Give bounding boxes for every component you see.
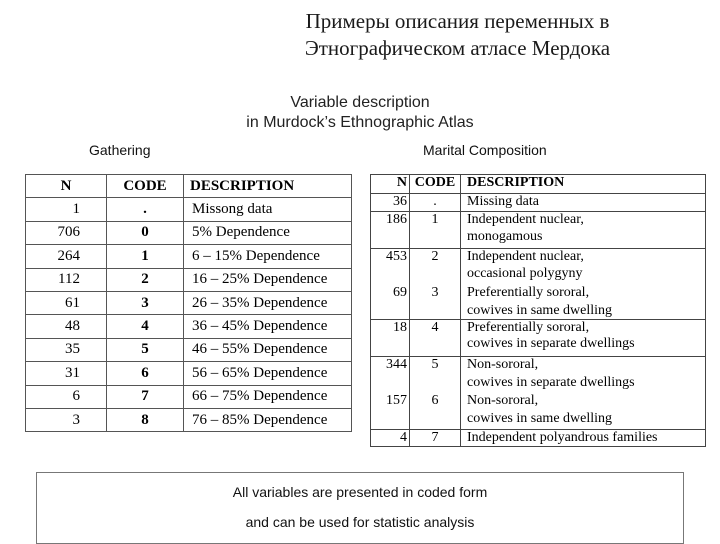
marital-cell-description: Independent polyandrous families <box>461 430 706 447</box>
marital-cell-description: cowives in same dwelling <box>461 411 706 430</box>
gathering-cell-description: 66 – 75% Dependence <box>184 385 352 408</box>
gathering-cell-code: 6 <box>107 362 184 385</box>
table-row <box>26 221 352 244</box>
table-row <box>371 430 706 447</box>
gathering-cell-description: 76 – 85% Dependence <box>184 408 352 431</box>
marital-cell-n <box>371 266 410 285</box>
gathering-cell-n: 31 <box>26 362 107 385</box>
table-row <box>371 336 706 357</box>
marital-cell-n: 186 <box>371 212 410 230</box>
gathering-cell-n: 35 <box>26 338 107 361</box>
gathering-cell-n: 6 <box>26 385 107 408</box>
marital-header-n: N <box>371 175 410 194</box>
marital-cell-description: cowives in separate dwellings <box>461 336 706 357</box>
marital-cell-description: Independent nuclear, <box>461 212 706 230</box>
marital-cell-description: occasional polygyny <box>461 266 706 285</box>
table-row <box>26 385 352 408</box>
marital-cell-n: 157 <box>371 393 410 411</box>
gathering-cell-description: 46 – 55% Dependence <box>184 338 352 361</box>
gathering-header-n: N <box>26 175 107 198</box>
marital-cell-description: monogamous <box>461 229 706 249</box>
marital-cell-code: 2 <box>410 249 461 267</box>
page-title-english <box>0 93 720 133</box>
marital-cell-n: 344 <box>371 357 410 376</box>
table-row <box>371 375 706 393</box>
table-row <box>26 291 352 314</box>
marital-caption: Marital Composition <box>423 142 547 158</box>
table-row <box>26 408 352 431</box>
table-row <box>371 212 706 230</box>
marital-cell-n <box>371 303 410 320</box>
marital-cell-n <box>371 336 410 357</box>
marital-cell-code: 4 <box>410 320 461 337</box>
gathering-cell-n: 706 <box>26 221 107 244</box>
marital-cell-n: 18 <box>371 320 410 337</box>
marital-cell-description: Missing data <box>461 194 706 212</box>
title-ru-line-2: Этнографическом атласе Мердока <box>304 36 611 60</box>
marital-header-description: DESCRIPTION <box>461 175 706 194</box>
gathering-cell-n: 3 <box>26 408 107 431</box>
table-row <box>371 285 706 303</box>
marital-cell-description: Preferentially sororal, <box>461 285 706 303</box>
title-ru-line-1: Примеры описания переменных в <box>305 9 610 33</box>
table-row <box>371 266 706 285</box>
note-line-1: All variables are presented in coded form <box>232 484 488 500</box>
gathering-cell-code: 2 <box>107 268 184 291</box>
title-en-line-2: in Murdock’s Ethnographic Atlas <box>246 114 474 131</box>
gathering-cell-n: 61 <box>26 291 107 314</box>
table-row <box>371 229 706 249</box>
marital-cell-code: 5 <box>410 357 461 376</box>
gathering-header-code: CODE <box>107 175 184 198</box>
marital-cell-code: 1 <box>410 212 461 230</box>
marital-cell-code: 6 <box>410 393 461 411</box>
table-row <box>26 338 352 361</box>
marital-cell-code <box>410 336 461 357</box>
table-row <box>371 320 706 337</box>
gathering-cell-description: 36 – 45% Dependence <box>184 315 352 338</box>
marital-cell-n <box>371 411 410 430</box>
marital-cell-description: cowives in same dwelling <box>461 303 706 320</box>
table-row <box>371 411 706 430</box>
marital-cell-n <box>371 229 410 249</box>
gathering-cell-n: 112 <box>26 268 107 291</box>
table-row <box>371 194 706 212</box>
table-row <box>26 245 352 268</box>
gathering-cell-code: 4 <box>107 315 184 338</box>
note-line-2: and can be used for statistic analysis <box>245 514 475 530</box>
note-box <box>36 472 684 544</box>
marital-cell-description: Non-sororal, <box>461 357 706 376</box>
gathering-cell-description: 56 – 65% Dependence <box>184 362 352 385</box>
marital-cell-description: Non-sororal, <box>461 393 706 411</box>
gathering-cell-n: 264 <box>26 245 107 268</box>
gathering-cell-code: 3 <box>107 291 184 314</box>
marital-cell-code: 7 <box>410 430 461 447</box>
gathering-cell-description: 6 – 15% Dependence <box>184 245 352 268</box>
table-row <box>26 362 352 385</box>
marital-cell-description: cowives in separate dwellings <box>461 375 706 393</box>
table-row <box>371 249 706 267</box>
marital-cell-code <box>410 229 461 249</box>
marital-header-code: CODE <box>410 175 461 194</box>
marital-cell-description: Preferentially sororal, <box>461 320 706 337</box>
marital-cell-n: 4 <box>371 430 410 447</box>
gathering-header-description: DESCRIPTION <box>184 175 352 198</box>
marital-cell-description: Independent nuclear, <box>461 249 706 267</box>
marital-cell-n: 36 <box>371 194 410 212</box>
marital-header-row <box>371 175 706 194</box>
marital-cell-code <box>410 266 461 285</box>
gathering-header-row <box>26 175 352 198</box>
gathering-cell-code: 0 <box>107 221 184 244</box>
table-row <box>26 198 352 221</box>
gathering-cell-description: 16 – 25% Dependence <box>184 268 352 291</box>
gathering-cell-n: 1 <box>26 198 107 221</box>
marital-cell-code: . <box>410 194 461 212</box>
marital-cell-n <box>371 375 410 393</box>
gathering-cell-code: . <box>107 198 184 221</box>
marital-cell-code <box>410 303 461 320</box>
gathering-cell-n: 48 <box>26 315 107 338</box>
table-row <box>26 268 352 291</box>
page-title-russian <box>0 8 720 62</box>
gathering-caption: Gathering <box>89 142 151 158</box>
marital-cell-code <box>410 411 461 430</box>
marital-cell-code <box>410 375 461 393</box>
gathering-cell-description: Missong data <box>184 198 352 221</box>
gathering-cell-code: 7 <box>107 385 184 408</box>
marital-cell-n: 69 <box>371 285 410 303</box>
table-row <box>371 357 706 376</box>
gathering-cell-description: 26 – 35% Dependence <box>184 291 352 314</box>
table-row <box>371 303 706 320</box>
marital-table <box>370 174 706 447</box>
table-row <box>26 315 352 338</box>
gathering-cell-description: 5% Dependence <box>184 221 352 244</box>
gathering-table <box>25 174 352 432</box>
marital-cell-code: 3 <box>410 285 461 303</box>
table-row <box>371 393 706 411</box>
gathering-cell-code: 1 <box>107 245 184 268</box>
title-en-line-1: Variable description <box>290 94 430 111</box>
marital-cell-n: 453 <box>371 249 410 267</box>
gathering-cell-code: 8 <box>107 408 184 431</box>
gathering-cell-code: 5 <box>107 338 184 361</box>
